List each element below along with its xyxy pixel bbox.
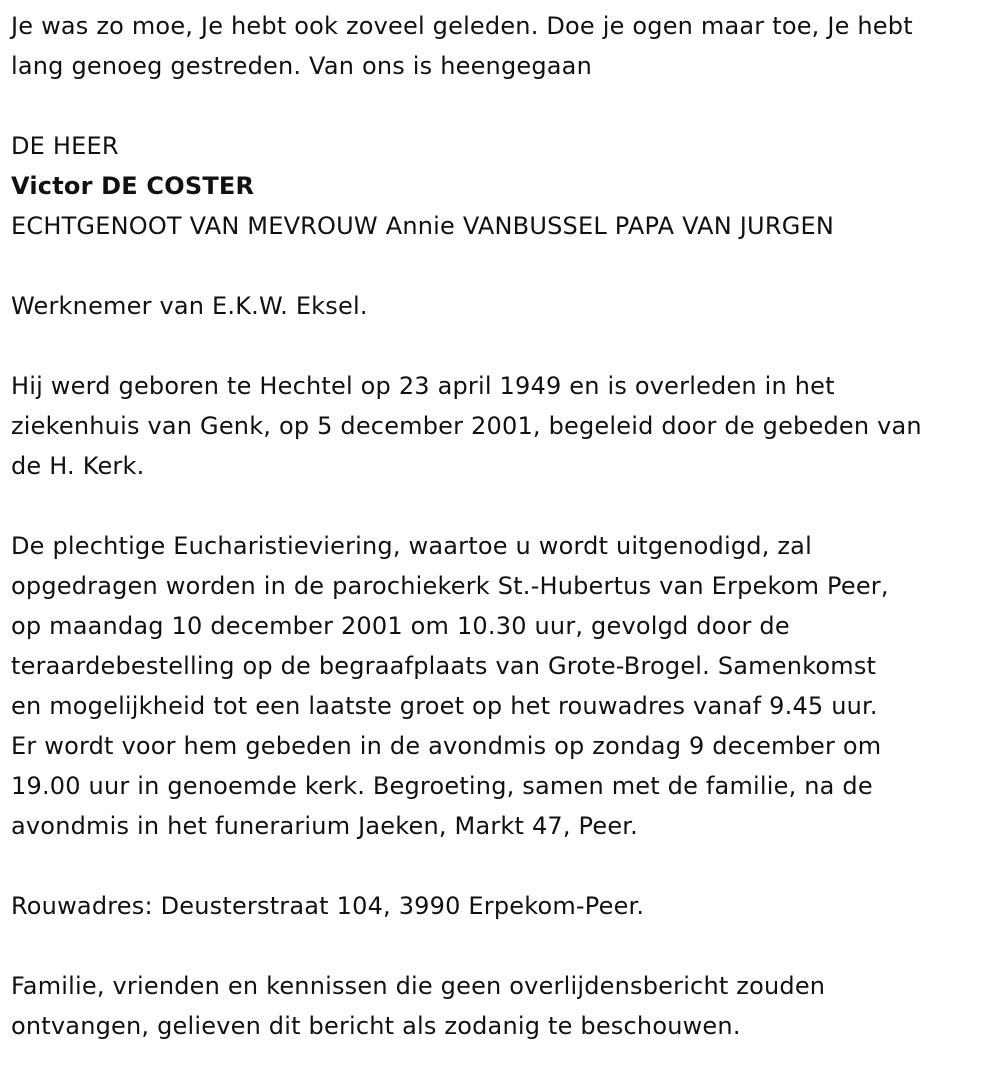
ceremony-line: avondmis in het funerarium Jaeken, Markt 47, Peer.	[11, 812, 638, 840]
deceased-name: Victor DE COSTER	[11, 172, 255, 200]
closing-line: ontvangen, gelieven dit bericht als zodanig te beschouwen.	[11, 1012, 741, 1040]
birth-death-line: de H. Kerk.	[11, 452, 145, 480]
ceremony-line: De plechtige Eucharistieviering, waartoe u wordt uitgenodigd, zal	[11, 532, 812, 560]
spacer	[11, 246, 990, 286]
ceremony-line: teraardebestelling op de begraafplaats van Grote-Brogel. Samenkomst	[11, 652, 877, 680]
relation-prefix: ECHTGENOOT VAN MEVROUW	[11, 212, 378, 240]
spouse-first-name: Annie	[385, 212, 455, 240]
occupation-line: Werknemer van E.K.W. Eksel.	[11, 292, 368, 320]
spacer	[11, 926, 990, 966]
ceremony-line: op maandag 10 december 2001 om 10.30 uur, gevolgd door de	[11, 612, 790, 640]
relation-suffix: VANBUSSEL PAPA VAN JURGEN	[462, 212, 835, 240]
ceremony-line: Er wordt voor hem gebeden in de avondmis op zondag 9 december om	[11, 732, 882, 760]
relation-line	[11, 206, 990, 246]
ceremony-line: opgedragen worden in de parochiekerk St.-Hubertus van Erpekom Peer,	[11, 572, 889, 600]
birth-death-line: ziekenhuis van Genk, op 5 december 2001, begeleid door de gebeden van	[11, 412, 922, 440]
mourning-address: Rouwadres: Deusterstraat 104, 3990 Erpekom-Peer.	[11, 892, 645, 920]
spacer	[11, 846, 990, 886]
honorific-title: DE HEER	[11, 132, 119, 160]
spacer	[11, 486, 990, 526]
spacer	[11, 86, 990, 126]
ceremony-line: 19.00 uur in genoemde kerk. Begroeting, samen met de familie, na de	[11, 772, 873, 800]
birth-death-line: Hij werd geboren te Hechtel op 23 april 1949 en is overleden in het	[11, 372, 835, 400]
closing-line: Familie, vrienden en kennissen die geen overlijdensbericht zouden	[11, 972, 826, 1000]
ceremony-line: en mogelijkheid tot een laatste groet op het rouwadres vanaf 9.45 uur.	[11, 692, 878, 720]
intro-line-2: lang genoeg gestreden. Van ons is heengegaan	[11, 52, 593, 80]
spacer	[11, 326, 990, 366]
intro-line-1: Je was zo moe, Je hebt ook zoveel geleden. Doe je ogen maar toe, Je hebt	[11, 12, 913, 40]
